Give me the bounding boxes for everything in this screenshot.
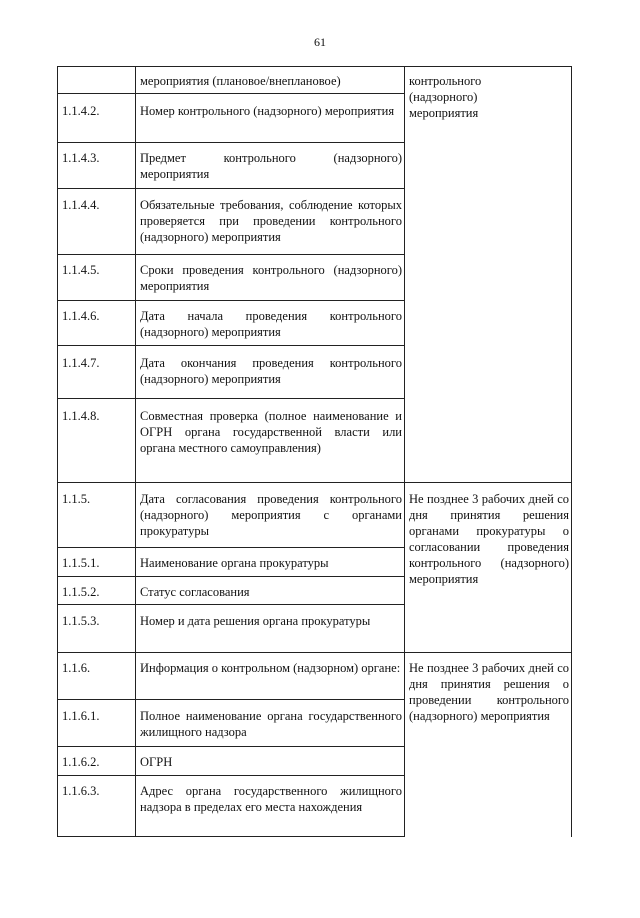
row-line [57,699,405,700]
row-line [57,775,405,776]
table-border-right [571,66,572,837]
row-line [57,66,572,67]
row-description: Номер и дата решения органа прокуратуры [140,614,371,628]
column-divider-2 [404,66,405,837]
row-number: 1.1.6.2. [62,755,100,769]
row-line [57,576,405,577]
row-line [57,345,405,346]
row-number: 1.1.6.1. [62,709,100,723]
row-description: Дата окончания проведения контрольного (надзорного) мероприятия [140,356,402,386]
row-number: 1.1.4.2. [62,104,100,118]
row-line [57,93,405,94]
table-border-left [57,66,58,837]
term-text: Не позднее 3 рабочих дней со дня принятия решения о проведении контрольного (надзорного) мероприятия [409,661,569,723]
row-description: Совместная проверка (полное наименование и ОГРН органа государственной власти или органа местного самоуправления) [140,409,402,455]
row-description: ОГРН [140,755,173,769]
row-number: 1.1.5. [62,492,91,506]
row-description: Статус согласования [140,585,250,599]
row-number: 1.1.4.3. [62,151,100,165]
row-line [57,188,405,189]
row-number: 1.1.5.2. [62,585,100,599]
row-description: Обязательные требования, соблюдение которых проверяется при проведении контрольного (надзорного) мероприятия [140,198,402,244]
term-text: Не позднее 3 рабочих дней со дня принятия решения органами прокуратуры о согласовании проведения контрольного (надзорного) мероприятия [409,492,569,586]
row-line [57,746,405,747]
row-line [57,398,405,399]
row-number: 1.1.6. [62,661,91,675]
row-line [57,547,405,548]
row-description: Дата начала проведения контрольного (надзорного) мероприятия [140,309,402,339]
row-description: Адрес органа государственного жилищного надзора в пределах его места нахождения [140,784,402,814]
row-line [57,652,572,653]
row-line [57,254,405,255]
row-description: Наименование органа прокуратуры [140,556,329,570]
row-number: 1.1.5.1. [62,556,100,570]
row-number: 1.1.4.6. [62,309,100,323]
page-number: 61 [314,35,326,49]
row-description: Сроки проведения контрольного (надзорного) мероприятия [140,263,402,293]
row-number: 1.1.4.8. [62,409,100,423]
row-description: мероприятия (плановое/внеплановое) [140,74,341,88]
row-number: 1.1.5.3. [62,614,100,628]
row-line [57,836,405,837]
row-description: Номер контрольного (надзорного) мероприятия [140,104,395,118]
row-line [57,300,405,301]
row-line [57,142,405,143]
row-description: Предмет контрольного (надзорного) мероприятия [140,151,402,181]
row-line [57,482,572,483]
row-number: 1.1.4.7. [62,356,100,370]
row-number: 1.1.4.5. [62,263,100,277]
row-description: Информация о контрольном (надзорном) органе: [140,661,401,675]
row-number: 1.1.6.3. [62,784,100,798]
row-description: Полное наименование органа государственного жилищного надзора [140,709,402,739]
row-line [57,604,405,605]
term-text: контрольного (надзорного) мероприятия [409,74,482,120]
column-divider-1 [135,66,136,837]
row-description: Дата согласования проведения контрольного (надзорного) мероприятия с органами прокуратуры [140,492,402,538]
row-number: 1.1.4.4. [62,198,100,212]
